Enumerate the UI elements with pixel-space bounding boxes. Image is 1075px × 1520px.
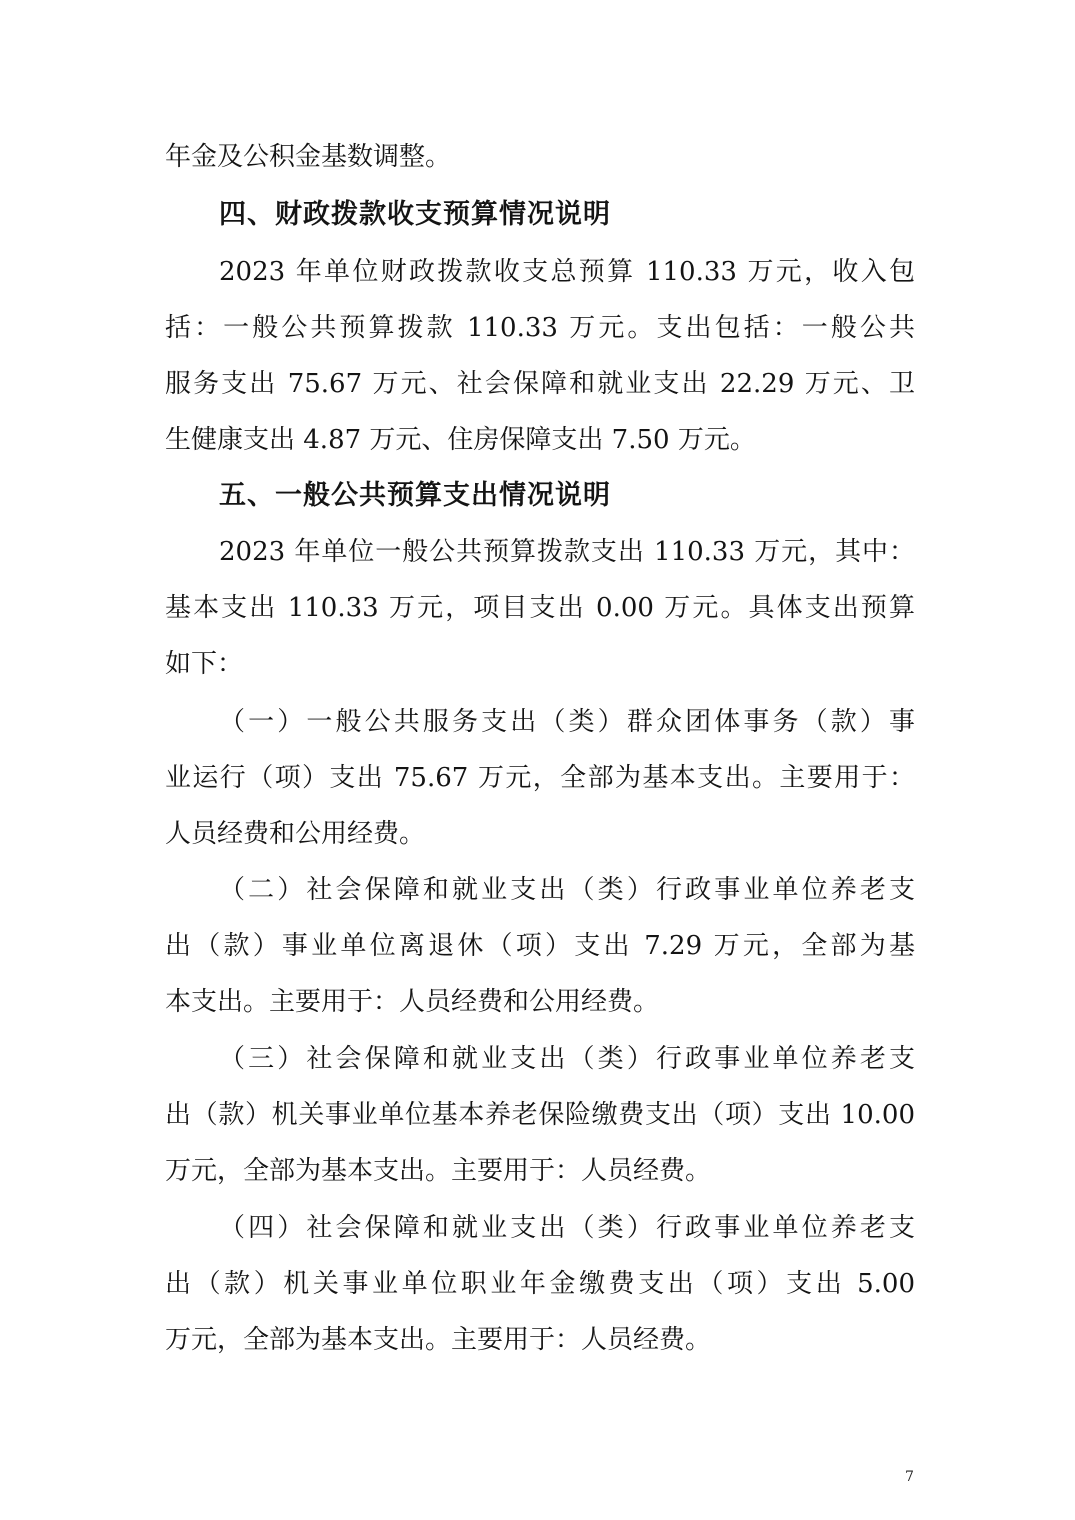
list-item-line: （三）社会保障和就业支出（类）行政事业单位养老支 (219, 1044, 915, 1074)
paragraph-line: 基本支出 110.33 万元，项目支出 0.00 万元。具体支出预算 (165, 593, 915, 623)
paragraph-line: 如下： (165, 649, 244, 679)
list-item-line: 业运行（项）支出 75.67 万元，全部为基本支出。主要用于： (165, 763, 915, 793)
list-item-line: 出（款）事业单位离退休（项）支出 7.29 万元，全部为基 (165, 931, 915, 961)
list-item-line: （二）社会保障和就业支出（类）行政事业单位养老支 (219, 875, 915, 905)
list-item-line: 万元，全部为基本支出。主要用于：人员经费。 (165, 1156, 712, 1186)
list-item-line: 本支出。主要用于：人员经费和公用经费。 (165, 987, 660, 1017)
paragraph-line: 年金及公积金基数调整。 (165, 142, 452, 172)
list-item-line: 人员经费和公用经费。 (165, 819, 426, 849)
paragraph-line: 2023 年单位财政拨款收支总预算 110.33 万元，收入包 (219, 257, 915, 287)
list-item-line: 出（款）机关事业单位职业年金缴费支出（项）支出 5.00 (165, 1269, 915, 1299)
page-number: 7 (905, 1469, 914, 1485)
paragraph-line: 括：一般公共预算拨款 110.33 万元。支出包括：一般公共 (165, 313, 915, 343)
list-item-line: （四）社会保障和就业支出（类）行政事业单位养老支 (219, 1213, 915, 1243)
section-heading-4: 四、财政拨款收支预算情况说明 (219, 199, 611, 230)
section-heading-5: 五、一般公共预算支出情况说明 (219, 480, 611, 511)
list-item-line: （一）一般公共服务支出（类）群众团体事务（款）事 (219, 707, 915, 737)
list-item-line: 出（款）机关事业单位基本养老保险缴费支出（项）支出 10.00 (165, 1100, 915, 1130)
paragraph-line: 生健康支出 4.87 万元、住房保障支出 7.50 万元。 (165, 425, 756, 455)
paragraph-line: 服务支出 75.67 万元、社会保障和就业支出 22.29 万元、卫 (165, 369, 915, 399)
list-item-line: 万元，全部为基本支出。主要用于：人员经费。 (165, 1325, 712, 1355)
paragraph-line: 2023 年单位一般公共预算拨款支出 110.33 万元，其中： (219, 537, 915, 567)
